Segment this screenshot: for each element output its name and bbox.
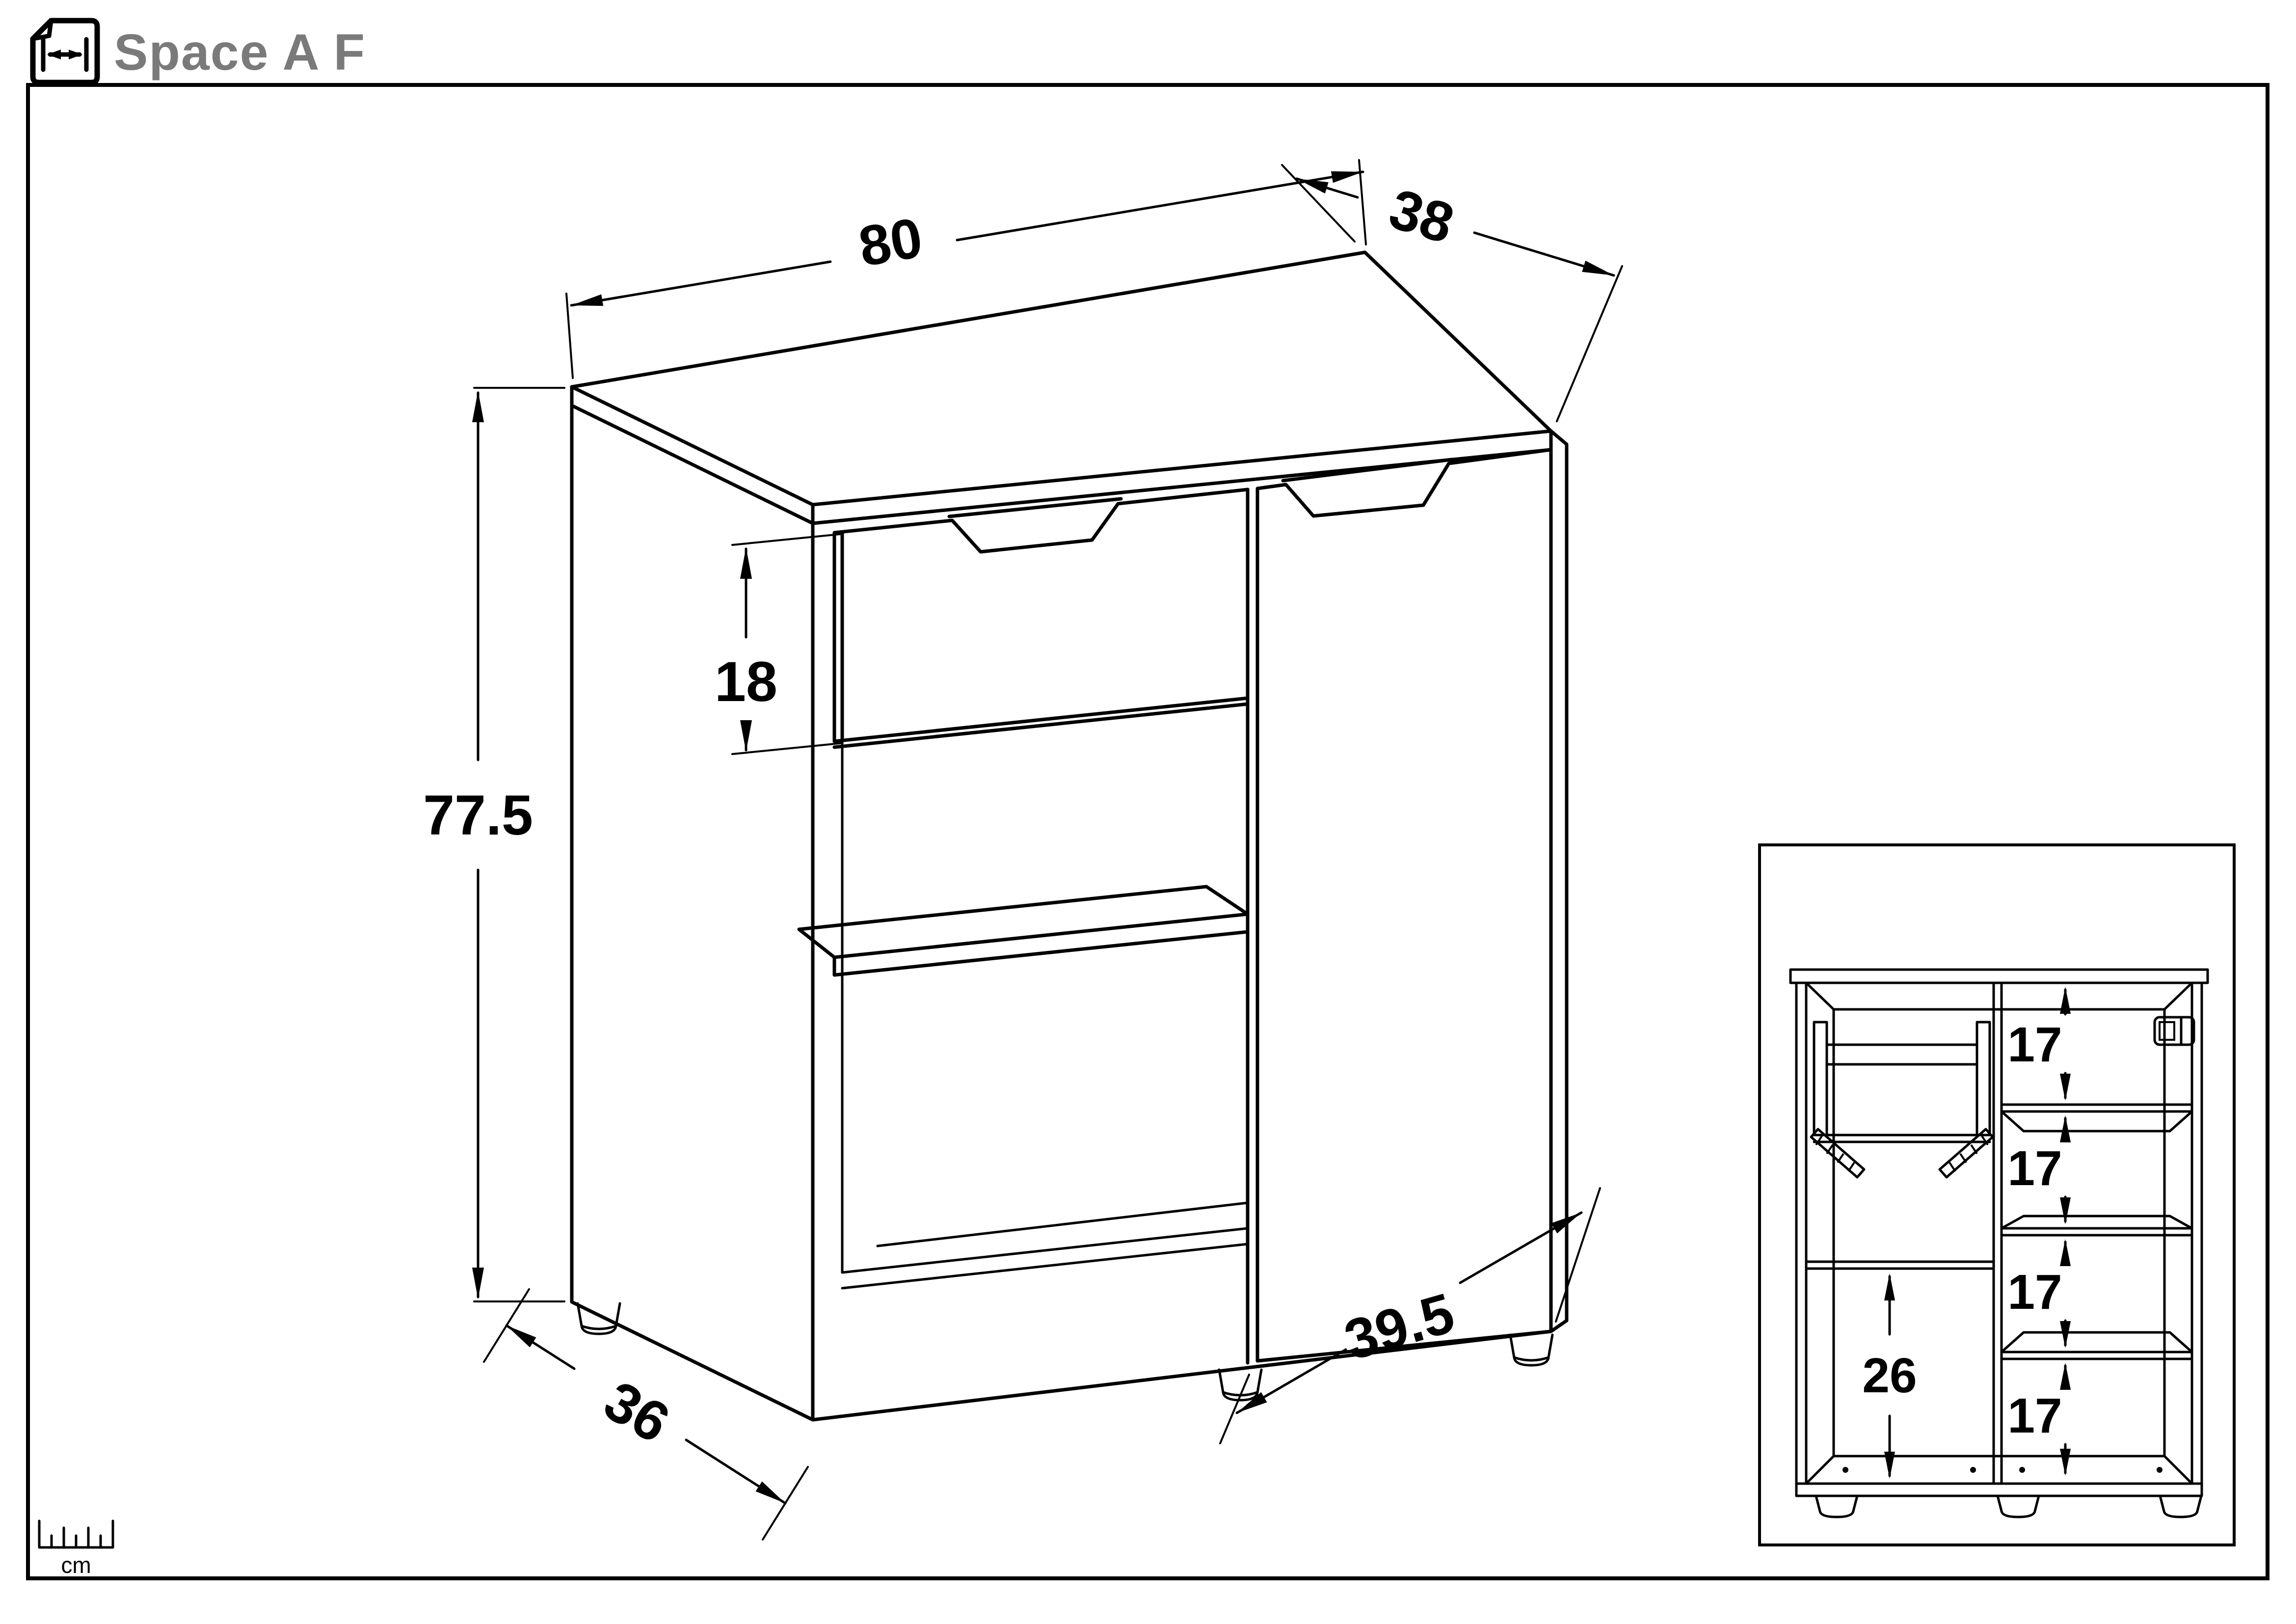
dimension-line	[571, 172, 1363, 305]
width-dimension-page-icon	[33, 21, 97, 82]
dimension-label-17: 17	[2007, 1017, 2062, 1072]
arrowhead	[570, 294, 603, 311]
open-shelf	[799, 887, 1248, 975]
inset-drawer-box	[1814, 1022, 1990, 1142]
header	[33, 21, 366, 82]
runner-outlines	[1811, 1129, 1993, 1177]
unit-label: cm	[61, 1552, 91, 1578]
arrowhead	[2060, 1239, 2071, 1266]
arrowhead	[472, 1268, 484, 1299]
dimension-label-17: 17	[2007, 1265, 2062, 1320]
drawer-front	[834, 489, 1248, 747]
arrowhead	[1884, 1273, 1895, 1300]
arrowhead	[756, 1481, 789, 1508]
arrowhead	[2060, 1321, 2071, 1348]
dimension-label-77.5: 77.5	[423, 784, 533, 847]
arrowhead	[472, 391, 484, 422]
dimension-label-17: 17	[2007, 1141, 2062, 1196]
inset-drawer-runners	[1811, 1129, 1993, 1177]
dimension-26	[1862, 1273, 1917, 1479]
dimension-17-1	[2007, 987, 2071, 1101]
interior-edges	[842, 741, 1248, 1288]
arrow-right-head	[69, 50, 82, 59]
dimension-39.5	[1220, 1188, 1600, 1443]
ruler-icon	[39, 1521, 113, 1547]
inset-back-panel-perspective	[1806, 983, 2192, 1484]
dimension-label-17: 17	[2007, 1388, 2062, 1443]
dimension-80	[566, 160, 1366, 378]
arrow-left-head	[47, 50, 61, 59]
dimension-label-39.5: 39.5	[1338, 1281, 1461, 1372]
hinge-plate	[2160, 1022, 2174, 1040]
cabinet-top-panel	[572, 252, 1551, 523]
drawing-border	[28, 85, 2268, 1578]
inset-border	[1760, 845, 2234, 1545]
arrowhead	[2060, 1197, 2071, 1224]
dimension-label-38: 38	[1382, 177, 1461, 256]
extension-lines	[566, 160, 1366, 378]
inset-front-view	[1760, 845, 2234, 1545]
dimension-line	[1297, 179, 1614, 275]
dimension-label-26: 26	[1862, 1348, 1917, 1403]
dimension-17-4	[2007, 1363, 2071, 1476]
main-isometric-view	[423, 160, 1622, 1540]
arrowhead	[1884, 1452, 1895, 1479]
cabinet-body-outline	[572, 406, 1567, 1420]
arrowhead	[2060, 1115, 2071, 1142]
arrowhead	[504, 1321, 536, 1348]
dimension-36	[484, 1289, 808, 1540]
inset-feet	[1816, 1496, 2201, 1517]
scale-legend	[39, 1521, 113, 1578]
door-hinge-icon	[2155, 1017, 2194, 1045]
inset-cabinet-structure	[1790, 970, 2208, 1496]
dimension-label-36: 36	[594, 1369, 680, 1455]
arrowhead	[2060, 987, 2071, 1014]
page-title: Space A F	[114, 24, 366, 81]
dimension-label-18: 18	[715, 650, 777, 713]
dimension-38	[1282, 165, 1622, 421]
arrowhead	[740, 547, 752, 579]
dimension-label-80: 80	[854, 206, 927, 279]
arrowhead	[740, 720, 752, 752]
arrowhead	[1582, 261, 1615, 281]
arrowhead	[2060, 1363, 2071, 1390]
dimension-77.5	[423, 388, 564, 1301]
arrowhead	[2060, 1449, 2071, 1476]
arrowhead	[2060, 1074, 2071, 1101]
dimension-18	[715, 534, 840, 754]
door-front	[1248, 450, 1551, 1363]
